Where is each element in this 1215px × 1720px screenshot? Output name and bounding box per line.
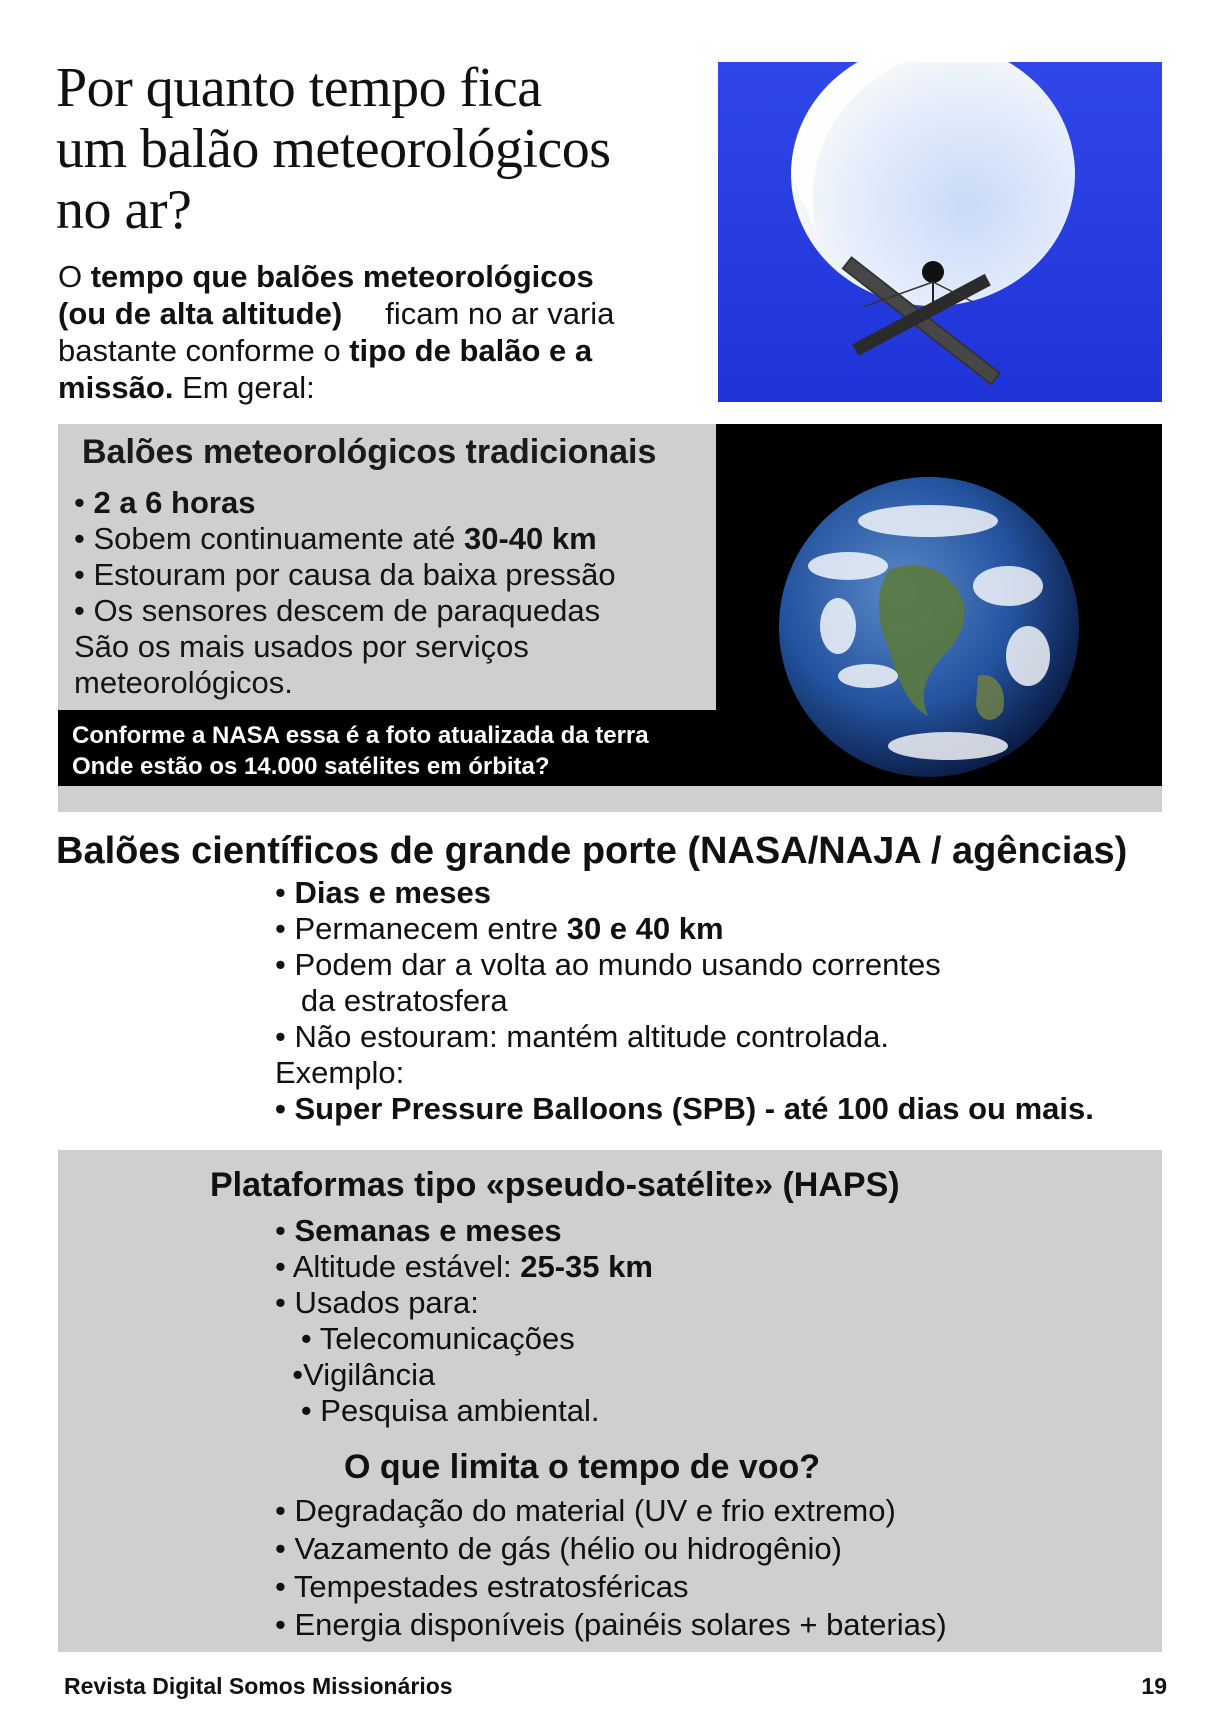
bold-run: missão.: [58, 370, 174, 405]
text-line: [58, 369, 678, 406]
bold-run: 25-35 km: [520, 1249, 653, 1284]
text-line: [74, 521, 714, 557]
text-run: • Vazamento de gás (hélio ou hidrogênio): [275, 1531, 842, 1566]
text-line: [275, 875, 1165, 911]
text-run: •Vigilância: [275, 1357, 436, 1392]
text-line: [275, 1019, 1165, 1055]
text-run: • Permanecem entre: [275, 911, 567, 946]
bold-run: tipo de balão e a: [349, 333, 593, 368]
text-line: [275, 947, 1165, 983]
earth-photo: [778, 476, 1080, 778]
text-line: [275, 911, 1165, 947]
title-line: no ar?: [56, 179, 192, 241]
text-line: [74, 593, 714, 629]
text-run: • Não estouram: mantém altitude controlada.: [275, 1019, 889, 1054]
caption-line: Conforme a NASA essa é a foto atualizada da terra: [72, 722, 649, 749]
text-line: [275, 1492, 1155, 1530]
traditional-title: Balões meteorológicos tradicionais: [82, 433, 657, 471]
text-line: [275, 1249, 1135, 1285]
text-line: [275, 1357, 1135, 1393]
text-line: [74, 557, 714, 593]
bold-run: 30 e 40 km: [566, 911, 724, 946]
scientific-title: Balões científicos de grande porte (NASA/NAJA / agências): [56, 830, 1128, 872]
bold-run: Semanas e meses: [294, 1213, 562, 1248]
text-run: Em geral:: [173, 370, 315, 405]
haps-title: Plataformas tipo «pseudo-satélite» (HAPS): [210, 1166, 900, 1204]
bold-run: (ou de alta altitude): [58, 296, 343, 331]
limits-title: O que limita o tempo de voo?: [344, 1448, 821, 1486]
bold-run: tempo que balões meteorológicos: [90, 259, 594, 294]
text-run: •: [74, 485, 94, 520]
text-run: • Tempestades estratosféricas: [275, 1569, 689, 1604]
text-line: [74, 629, 714, 665]
text-run: • Usados para:: [275, 1285, 479, 1320]
traditional-list: [74, 485, 714, 701]
text-line: [275, 1055, 1165, 1091]
text-run: •: [275, 875, 295, 910]
separator-bar: [58, 786, 1162, 812]
title-line: Por quanto tempo fica: [56, 57, 542, 119]
text-run: bastante conforme o: [58, 333, 350, 368]
text-line: [58, 295, 678, 332]
text-run: • Altitude estável:: [275, 1249, 521, 1284]
text-run: • Degradação do material (UV e frio extremo): [275, 1493, 896, 1528]
text-line: [74, 485, 714, 521]
text-run: da estratosfera: [275, 983, 508, 1018]
text-line: [74, 665, 714, 701]
text-run: •: [275, 1213, 295, 1248]
text-run: • Estouram por causa da baixa pressão: [74, 557, 616, 592]
text-line: [275, 1530, 1155, 1568]
text-line: [275, 1393, 1135, 1429]
text-run: • Energia disponíveis (painéis solares + baterias): [275, 1607, 947, 1642]
caption-line: Onde estão os 14.000 satélites em órbita?: [72, 753, 550, 780]
bold-run: Dias e meses: [294, 875, 491, 910]
text-line: [275, 1321, 1135, 1357]
text-line: [275, 1285, 1135, 1321]
text-run: São os mais usados por serviços: [74, 629, 529, 664]
page-number: 19: [1141, 1673, 1167, 1699]
text-run: • Podem dar a volta ao mundo usando correntes: [275, 947, 941, 982]
bold-run: 2 a 6 horas: [93, 485, 256, 520]
text-line: [275, 1213, 1135, 1249]
article-title: [56, 58, 696, 241]
text-run: • Os sensores descem de paraquedas: [74, 593, 601, 628]
bold-run: 30-40 km: [463, 521, 597, 556]
magazine-name: Revista Digital Somos Missionários: [64, 1673, 453, 1699]
limits-list: [275, 1492, 1155, 1644]
intro-paragraph: [58, 258, 678, 406]
bold-run: • Super Pressure Balloons (SPB) - até 100 dias ou mais.: [275, 1091, 1094, 1126]
text-run: • Pesquisa ambiental.: [275, 1393, 600, 1428]
text-run: meteorológicos.: [74, 665, 293, 700]
text-line: [275, 1606, 1155, 1644]
text-line: [58, 332, 678, 369]
text-run: ficam no ar varia: [342, 296, 615, 331]
nasa-caption: [72, 720, 732, 782]
title-line: um balão meteorológicos: [56, 118, 611, 180]
text-line: [58, 258, 678, 295]
text-run: O: [58, 259, 91, 294]
scientific-list: [275, 875, 1165, 1127]
text-run: Exemplo:: [275, 1055, 405, 1090]
text-run: • Telecomunicações: [275, 1321, 575, 1356]
text-line: [275, 1568, 1155, 1606]
text-line: [275, 1091, 1165, 1127]
text-line: [275, 983, 1165, 1019]
haps-list: [275, 1213, 1135, 1429]
balloon-photo: [718, 62, 1162, 402]
text-run: • Sobem continuamente até: [74, 521, 464, 556]
